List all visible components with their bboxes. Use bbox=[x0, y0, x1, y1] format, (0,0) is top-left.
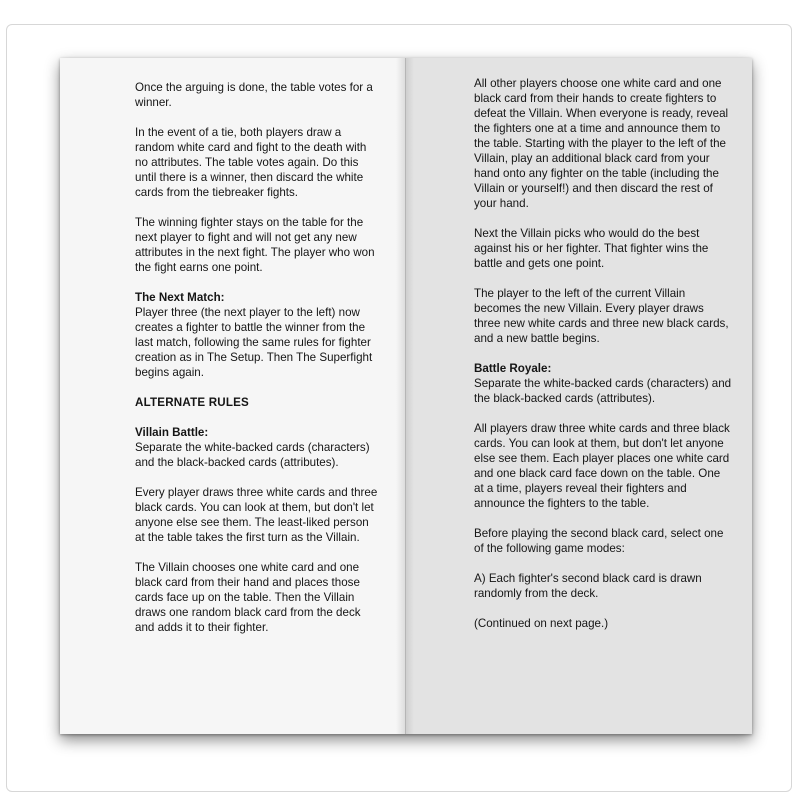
paragraph-mode-a: A) Each fighter's second black card is drawn randomly from the deck. bbox=[474, 572, 702, 600]
battle-royale-heading: Battle Royale: bbox=[474, 362, 552, 375]
next-match-body: Player three (the next player to the left) now creates a fighter to battle the winner from the last match, following the same rules for fighter creation as in The Setup. Then The Superfight begins again. bbox=[135, 306, 373, 379]
alternate-rules-title: ALTERNATE RULES bbox=[135, 396, 249, 409]
paragraph-villain-chooses: The Villain chooses one white card and one black card from their hand and places those cards face up on the table. Then the Villain draws one random black card from the deck and adds it to their fighter. bbox=[135, 561, 361, 634]
paragraph-before-playing: Before playing the second black card, select one of the following game modes: bbox=[474, 527, 724, 555]
section-next-match bbox=[135, 290, 379, 380]
paragraph-villain-picks: Next the Villain picks who would do the best against his or her fighter. That fighter wins the battle and gets one point. bbox=[474, 227, 709, 270]
paragraph-winning-fighter: The winning fighter stays on the table for the next player to fight and will not get any new attributes in the next fight. The player who won the fight earns one point. bbox=[135, 216, 375, 274]
section-battle-royale bbox=[474, 361, 732, 406]
paragraph-other-players-choose: All other players choose one white card and one black card from their hands to create fighters to defeat the Villain. When everyone is ready, reveal the fighters one at a time and announce them to the table. Starting with the player to the left of the Villain, play an additional black card from your hand onto any fighter on the table (including the Villain or yourself!) and then discard the rest of your hand. bbox=[474, 77, 729, 210]
section-villain-battle bbox=[135, 425, 379, 470]
villain-battle-heading: Villain Battle: bbox=[135, 426, 209, 439]
left-page bbox=[60, 58, 405, 734]
paragraph-tie-rule: In the event of a tie, both players draw a random white card and fight to the death with no attributes. The table votes again. Do this until there is a winner, then discard the white cards from the tiebreaker fights. bbox=[135, 126, 367, 199]
right-page bbox=[405, 58, 752, 734]
paragraph-every-player-draws: Every player draws three white cards and three black cards. You can look at them, but don't let anyone else see them. The least-liked person at the table takes the first turn as the Villain. bbox=[135, 486, 378, 544]
next-match-heading: The Next Match: bbox=[135, 291, 225, 304]
battle-royale-body: Separate the white-backed cards (characters) and the black-backed cards (attributes). bbox=[474, 377, 732, 405]
paragraph-all-players-draw: All players draw three white cards and three black cards. You can look at them, but don't let anyone else see them. Each player places one white card and one black card face down on the table. One at a time, players reveal their fighters and announce the fighters to the table. bbox=[474, 422, 730, 510]
paragraph-new-villain: The player to the left of the current Villain becomes the new Villain. Every player draws three new white cards and three new black cards, and a new battle begins. bbox=[474, 287, 729, 345]
continued-note: (Continued on next page.) bbox=[474, 617, 609, 630]
paragraph-vote-winner: Once the arguing is done, the table votes for a winner. bbox=[135, 81, 373, 109]
rules-booklet bbox=[60, 58, 752, 734]
villain-battle-body: Separate the white-backed cards (characters) and the black-backed cards (attributes). bbox=[135, 441, 370, 469]
